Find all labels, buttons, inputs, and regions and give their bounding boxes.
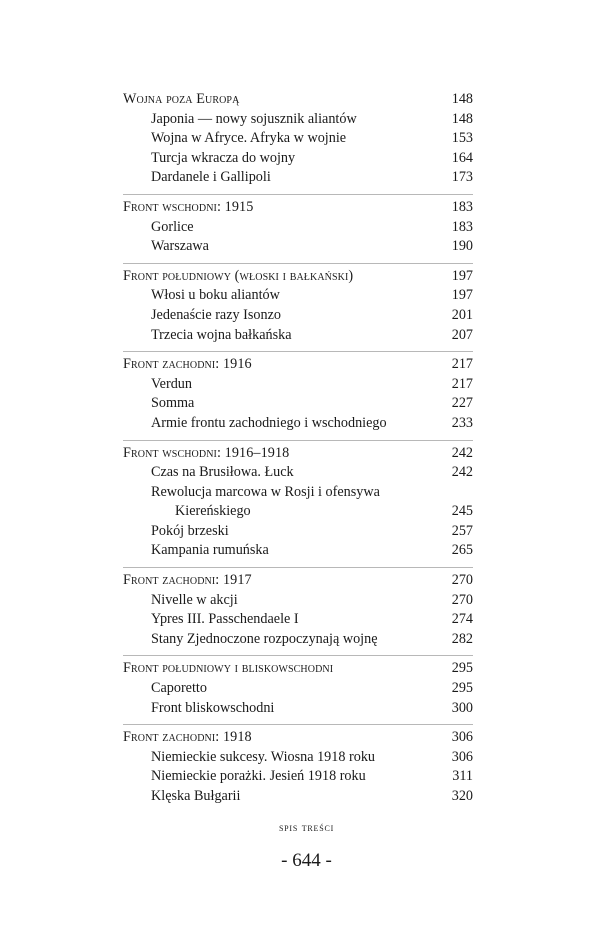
entry-title: Włosi u boku aliantów [151, 287, 280, 304]
toc-entry [123, 110, 473, 130]
toc-section-heading [123, 659, 473, 679]
toc-entry [123, 630, 473, 650]
entry-title: Niemieckie sukcesy. Wiosna 1918 roku [151, 748, 376, 765]
toc-section-heading [123, 198, 473, 218]
toc-entry [123, 306, 473, 326]
entry-title: Wojna w Afryce. Afryka w wojnie [151, 130, 347, 147]
entry-page: 197 [451, 287, 473, 304]
entry-page: 270 [451, 591, 473, 608]
entry-page: 274 [451, 611, 473, 628]
section-title: Front południowy i bliskowschodni [123, 660, 334, 677]
toc-entry [123, 237, 473, 257]
entry-title-line: Rewolucja marcowa w Rosji i ofensywa [151, 483, 380, 500]
toc-section-heading [123, 90, 473, 110]
section-title: Front zachodni: 1917 [123, 572, 252, 589]
toc-entry [123, 699, 473, 719]
entry-page: 300 [451, 699, 473, 716]
section-title: Front południowy (włoski i bałkański) [123, 267, 354, 284]
toc-section [123, 567, 473, 649]
section-title: Front wschodni: 1916–1918 [123, 444, 290, 461]
entry-title: Niemieckie porażki. Jesień 1918 roku [151, 768, 366, 785]
toc-section [123, 724, 473, 806]
section-page: 183 [451, 198, 473, 215]
entry-page: 207 [451, 326, 473, 343]
toc-entry [123, 326, 473, 346]
toc-entry [123, 767, 473, 787]
toc-entry [123, 414, 473, 434]
section-page: 306 [451, 729, 473, 746]
entry-page: 311 [452, 768, 473, 785]
running-head: spis treści [278, 822, 335, 834]
section-page: 270 [451, 572, 473, 589]
entry-page: 153 [451, 130, 473, 147]
section-title: Front wschodni: 1915 [123, 198, 254, 215]
entry-title: Caporetto [151, 680, 207, 697]
section-title: Wojna poza Europą [123, 91, 240, 107]
toc-entry [123, 679, 473, 699]
toc-section [123, 351, 473, 433]
toc-section-heading [123, 728, 473, 748]
toc-section [123, 440, 473, 562]
toc-entry [123, 218, 473, 238]
entry-title: Czas na Brusiłowa. Łuck [151, 464, 294, 481]
entry-page: 148 [451, 110, 473, 127]
table-of-contents [123, 90, 473, 807]
toc-entry [123, 522, 473, 542]
page-number: - 644 - [281, 850, 332, 871]
entry-title: Klęska Bułgarii [151, 788, 241, 804]
section-page: 148 [451, 91, 473, 107]
entry-title: Pokój brzeski [151, 522, 229, 539]
entry-page: 245 [451, 503, 473, 520]
toc-entry [123, 286, 473, 306]
entry-page: 306 [451, 748, 473, 765]
entry-page: 242 [451, 464, 473, 481]
entry-page: 265 [451, 542, 473, 559]
toc-entry [123, 375, 473, 395]
entry-page: 190 [451, 238, 473, 255]
toc-entry [123, 591, 473, 611]
toc-entry [123, 610, 473, 630]
entry-title: Trzecia wojna bałkańska [151, 326, 292, 343]
entry-title: Armie frontu zachodniego i wschodniego [151, 414, 387, 431]
entry-title: Kampania rumuńska [151, 542, 269, 559]
entry-title: Jedenaście razy Isonzo [151, 306, 281, 323]
entry-page: 295 [451, 680, 473, 697]
entry-title: Dardanele i Gallipoli [151, 169, 271, 186]
entry-page: 201 [451, 306, 473, 323]
toc-entry [123, 541, 473, 561]
entry-page: 227 [451, 395, 473, 412]
entry-title-continuation: Kiereńskiego [175, 503, 251, 520]
section-page: 242 [451, 444, 473, 461]
entry-title: Somma [151, 395, 195, 412]
entry-title: Nivelle w akcji [151, 591, 238, 608]
toc-entry [123, 502, 473, 522]
entry-page: 282 [451, 630, 473, 647]
toc-entry [123, 463, 473, 483]
toc-section [123, 655, 473, 718]
toc-section [123, 194, 473, 257]
toc-section [123, 263, 473, 345]
entry-title: Front bliskowschodni [151, 699, 275, 716]
entry-title: Turcja wkracza do wojny [151, 149, 296, 166]
entry-page: 217 [451, 375, 473, 392]
section-page: 197 [451, 267, 473, 284]
toc-entry [123, 394, 473, 414]
entry-title: Ypres III. Passchendaele I [151, 611, 299, 628]
toc-entry [123, 168, 473, 188]
section-page: 295 [451, 660, 473, 677]
toc-entry [123, 149, 473, 169]
toc-entry [123, 748, 473, 768]
toc-section-heading [123, 444, 473, 464]
entry-title: Stany Zjednoczone rozpoczynają wojnę [151, 630, 378, 647]
entry-title: Verdun [151, 375, 192, 392]
entry-title: Warszawa [151, 238, 209, 255]
entry-title: Gorlice [151, 218, 194, 235]
entry-page: 173 [451, 169, 473, 186]
toc-entry [123, 129, 473, 149]
toc-entry [123, 787, 473, 807]
section-title: Front zachodni: 1916 [123, 356, 252, 373]
toc-section-heading [123, 267, 473, 287]
entry-page: 233 [451, 414, 473, 431]
entry-page: 183 [451, 218, 473, 235]
toc-section [123, 90, 473, 188]
entry-page: 320 [451, 788, 473, 804]
toc-section-heading [123, 355, 473, 375]
entry-page: 164 [451, 149, 473, 166]
entry-title: Japonia — nowy sojusznik aliantów [151, 110, 357, 127]
section-page: 217 [451, 356, 473, 373]
entry-page: 257 [451, 522, 473, 539]
section-title: Front zachodni: 1918 [123, 729, 252, 746]
toc-section-heading [123, 571, 473, 591]
